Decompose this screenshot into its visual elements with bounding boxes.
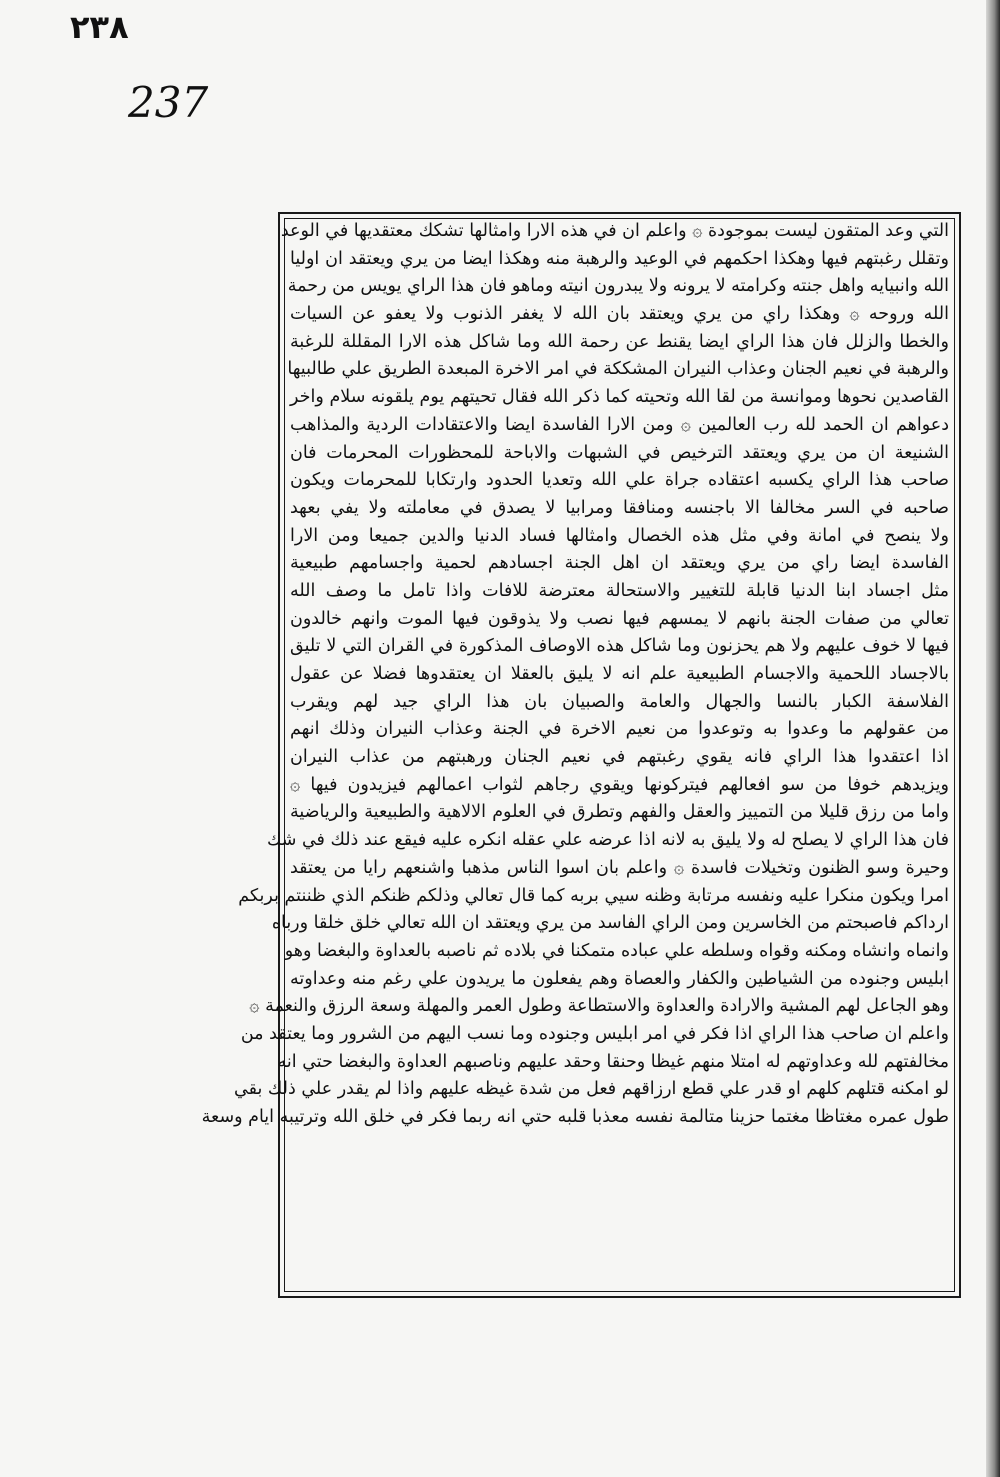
manuscript-text-block bbox=[201, 218, 949, 1290]
text-line: الله وروحه ۞ وهكذا راي من يري ويعتقد بان الله لا يغفر الذنوب ولا يعفو عن السيات bbox=[290, 304, 949, 325]
text-line: ارداكم فاصبحتم من الخاسرين ومن الراي الفاسد من يري ويعتقد ان الله تعالي خلق خلقا ورباه bbox=[271, 913, 949, 934]
text-line: الله وانبيايه واهل جنته وكرامته لا يرونه ولا يبدرون انيته وماهو فان هذا الراي يويس من رحمة bbox=[287, 276, 949, 297]
text-line: لو امكنه قتلهم كلهم او قدر علي قطع ارزاقهم فعل من شدة غيظه عليهم واذا لم يقدر علي ذلك بقي bbox=[234, 1079, 949, 1100]
text-line: وهو الجاعل لهم المشية والارادة والعداوة والاستطاعة وطول العمر والمهلة وسعة الرزق والنعمة ۞ bbox=[249, 996, 949, 1017]
text-line: طول عمره مغتاظا مغتما حزينا متالمة نفسه معذبا قلبه حتي انه ربما فكر في خلق الله وترتيبه ايام وسعة bbox=[201, 1107, 949, 1127]
text-line: من عقولهم ما وعدوا به وتوعدوا من نعيم الاخرة في الجنة وعذاب النيران وذلك انهم bbox=[290, 719, 949, 740]
text-line: وانماه وانشاه ومكنه وقواه وسلطه علي عباده متمكنا في بلاده ثم ناصبه بالعداوة والبغضا وهو bbox=[284, 940, 949, 961]
text-line: والرهبة في نعيم الجنان وعذاب النيران المشككة في امر الاخرة المبعدة الطريق علي طالبيها bbox=[287, 359, 949, 380]
text-line: صاحبه في السر مخالفا الا باجنسه ومنافقا ومرابيا لا يصدق في معاملته ولا يفي بعهد bbox=[290, 497, 949, 518]
text-line: وحيرة وسو الظنون وتخيلات فاسدة ۞ واعلم بان اسوا الناس مذهبا واشنعهم رايا من يعتقد bbox=[290, 857, 949, 878]
text-line: دعواهم ان الحمد لله رب العالمين ۞ ومن الارا الفاسدة ايضا والاعتقادات الردية والمذاهب bbox=[290, 414, 949, 435]
text-line: صاحب هذا الراي يكسبه اعتقاده جراة علي الله وتعديا الحدود وارتكابا للمحرمات ويكون bbox=[290, 470, 949, 491]
text-frame bbox=[201, 212, 961, 1298]
text-line: التي وعد المتقون ليست بموجودة ۞ واعلم ان في هذه الارا وامثالها تشكك معتقديها في الوعد bbox=[280, 221, 949, 241]
text-line: والخطا والزلل فان هذا الراي ايضا يقنط عن رحمة الله وما شاكل هذه الارا المقللة للرغبة bbox=[290, 331, 949, 352]
text-line: واعلم ان صاحب هذا الراي اذا فكر في امر ابليس وجنوده وما نسب اليهم من الشرور وما يعتقد من bbox=[240, 1023, 949, 1044]
text-line: ابليس وجنوده من الشياطين والكفار والعصاة وهم يفعلون ما يريدون علي رغم منه وعداوته bbox=[290, 968, 949, 989]
text-line: الفلاسفة الكبار بالنسا والجهال والعامة والصبيان بان هذا الراي جيد لهم ويقرب bbox=[290, 691, 949, 712]
text-line: فان هذا الراي لا يصلح له ولا يليق به لانه اذا عرضه علي عقله انكره عليه فيقع عند ذلك في شك bbox=[266, 830, 949, 851]
page-edge-shadow bbox=[986, 0, 1000, 1477]
text-line: تعالي من صفات الجنة بانهم لا يمسهم فيها نصب ولا يذوقون فيها الموت وانهم خالدون bbox=[290, 608, 949, 629]
text-line: مثل اجساد ابنا الدنيا قابلة للتغيير والاستحالة معترضة للافات واذا تامل ما وصف الله bbox=[290, 580, 949, 601]
text-line: مخالفتهم لله وعداوتهم له امتلا منهم غيظا وحنقا وحقد عليهم وناصبهم العداوة والبغضا حتي انه bbox=[277, 1051, 949, 1072]
text-line: وتقلل رغبتهم فيها وهكذا احكمهم في الوعيد والرهبة منه وهكذا ايضا من يري ويعتقد ان اوليا bbox=[290, 248, 949, 269]
text-line: اذا اعتقدوا هذا الراي فانه يقوي رغبتهم في نعيم الجنان ورهبتهم من عذاب النيران bbox=[290, 747, 949, 768]
text-line: امرا ويكون منكرا عليه ونفسه مرتابة وظنه سيي بربه كما قال تعالي وذلكم ظنكم الذي ظننتم بربكم bbox=[238, 885, 949, 906]
text-line: ولا ينصح في امانة وفي مثل هذه الخصال وامثالها فساد الدنيا والدين جميعا ومن الارا bbox=[290, 525, 949, 546]
text-line: بالاجساد اللحمية والاجسام الطبيعية علم انه لا يليق بالعقلا ان يعتقدوها فضلا عن عقول bbox=[290, 664, 949, 684]
folio-number: 237 bbox=[128, 78, 209, 127]
text-line: الفاسدة ايضا راي من يري ويعتقد ان اهل الجنة اجسادهم لحمية واجسامهم طبيعية bbox=[290, 553, 949, 574]
text-line: الشنيعة ان من يري ويعتقد الترخيص في الشبهات والاباحة للمحظورات المحرمات فان bbox=[290, 442, 949, 463]
text-line: فيها لا خوف عليهم ولا هم يحزنون وما شاكل هذه الاوصاف المذكورة في القران التي لا تليق bbox=[290, 636, 949, 657]
text-line: واما من رزق قليلا من التمييز والعقل والفهم وتطرق في العلوم الالاهية والطبيعية والرياضية bbox=[290, 802, 949, 823]
text-line: القاصدين نحوها وموانسة من لقا الله وتحيته كما ذكر الله فقال تحيتهم يوم يلقونه سلام واخر bbox=[290, 387, 949, 408]
text-line: ويزيدهم خوفا من سو افعالهم فيتركونها ويقوي رجاهم لثواب اعمالهم فيزيدون فيها ۞ bbox=[290, 774, 949, 795]
page-number-arabic: ٢٣٨ bbox=[70, 8, 129, 46]
